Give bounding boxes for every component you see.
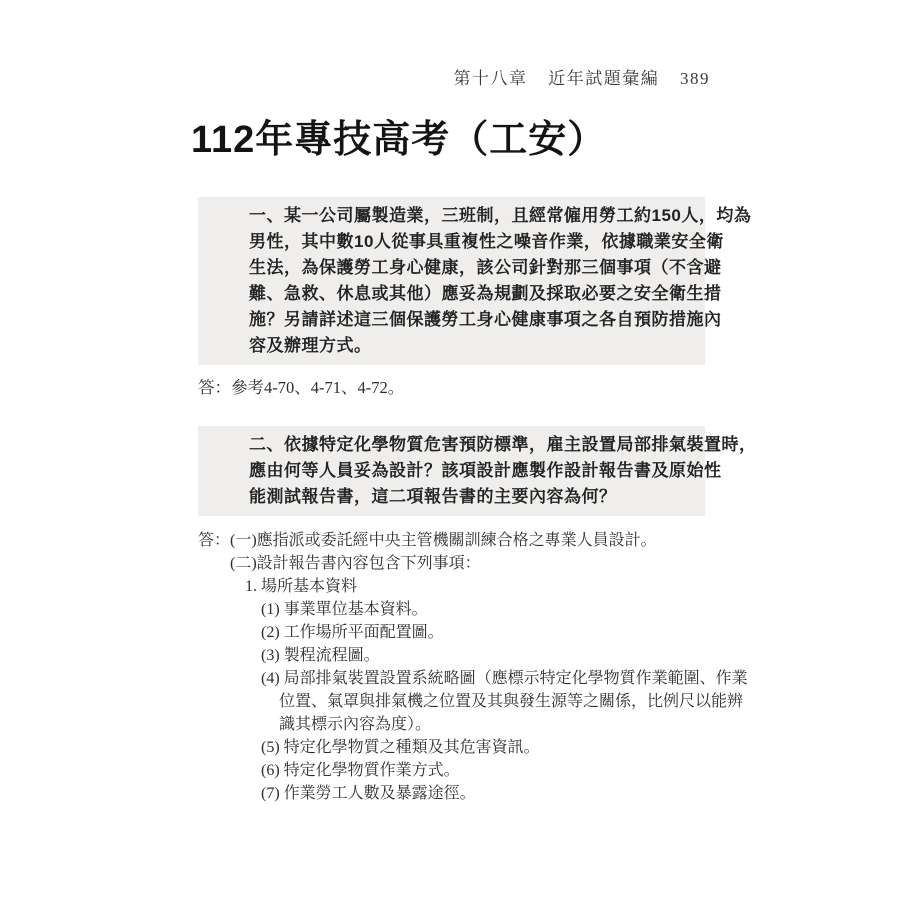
answer-2-line: (5) 特定化學物質之種類及其危害資訊。 — [261, 739, 540, 756]
answer-2-line: (二)設計報告書內容包含下列事項： — [230, 555, 481, 572]
page-number: 389 — [680, 69, 710, 88]
answer-2-line: 識其標示內容為度）。 — [279, 716, 432, 733]
page-header — [0, 64, 710, 89]
answer-2-line: 1. 場所基本資料 — [245, 578, 358, 595]
question-2-line: 能測試報告書，這二項報告書的主要內容為何？ — [249, 487, 617, 506]
answer-2-line: (6) 特定化學物質作業方式。 — [261, 762, 460, 779]
question-1-box — [198, 197, 752, 365]
chapter-label: 第十八章 — [453, 69, 528, 88]
answer-2-line: (2) 工作場所平面配置圖。 — [261, 624, 444, 641]
question-2-line: 二、依據特定化學物質危害預防標準，雇主設置局部排氣裝置時， — [249, 435, 757, 454]
question-2-line: 應由何等人員妥為設計？該項設計應製作設計報告書及原始性 — [249, 461, 722, 480]
question-1-line: 一、某一公司屬製造業，三班制，且經常僱用勞工約150人，均為 — [249, 206, 752, 225]
question-1-line: 男性，其中數10人從事具重複性之噪音作業，依據職業安全衛 — [249, 232, 724, 251]
answer-2-line: 答：(一)應指派或委託經中央主管機關訓練合格之專業人員設計。 — [198, 532, 657, 549]
answer-2-line: 位置、氣罩與排氣機之位置及其與發生源等之關係，比例尺以能辨 — [279, 693, 744, 710]
question-1-line: 難、急救、休息或其他）應妥為規劃及採取必要之安全衛生措 — [249, 284, 722, 303]
question-2-box — [198, 426, 757, 516]
answer-2-line: (4) 局部排氣裝置設置系統略圖（應標示特定化學物質作業範圍、作業 — [261, 670, 748, 687]
answer-2-line: (7) 作業勞工人數及暴露途徑。 — [261, 785, 476, 802]
answer-1-reference: 答：參考4-70、4-71、4-72。 — [198, 378, 405, 397]
answer-2-body — [198, 529, 758, 805]
section-label: 近年試題彙編 — [548, 69, 660, 88]
question-1-line: 生法，為保護勞工身心健康，該公司針對那三個事項（不含避 — [249, 258, 722, 277]
page-title: 112年專技高考（工安） — [191, 119, 607, 161]
question-1-line: 容及辦理方式。 — [249, 336, 372, 355]
question-1-line: 施？另請詳述這三個保護勞工身心健康事項之各自預防措施內 — [249, 310, 722, 329]
answer-2-line: (3) 製程流程圖。 — [261, 647, 380, 664]
answer-2-line: (1) 事業單位基本資料。 — [261, 601, 428, 618]
